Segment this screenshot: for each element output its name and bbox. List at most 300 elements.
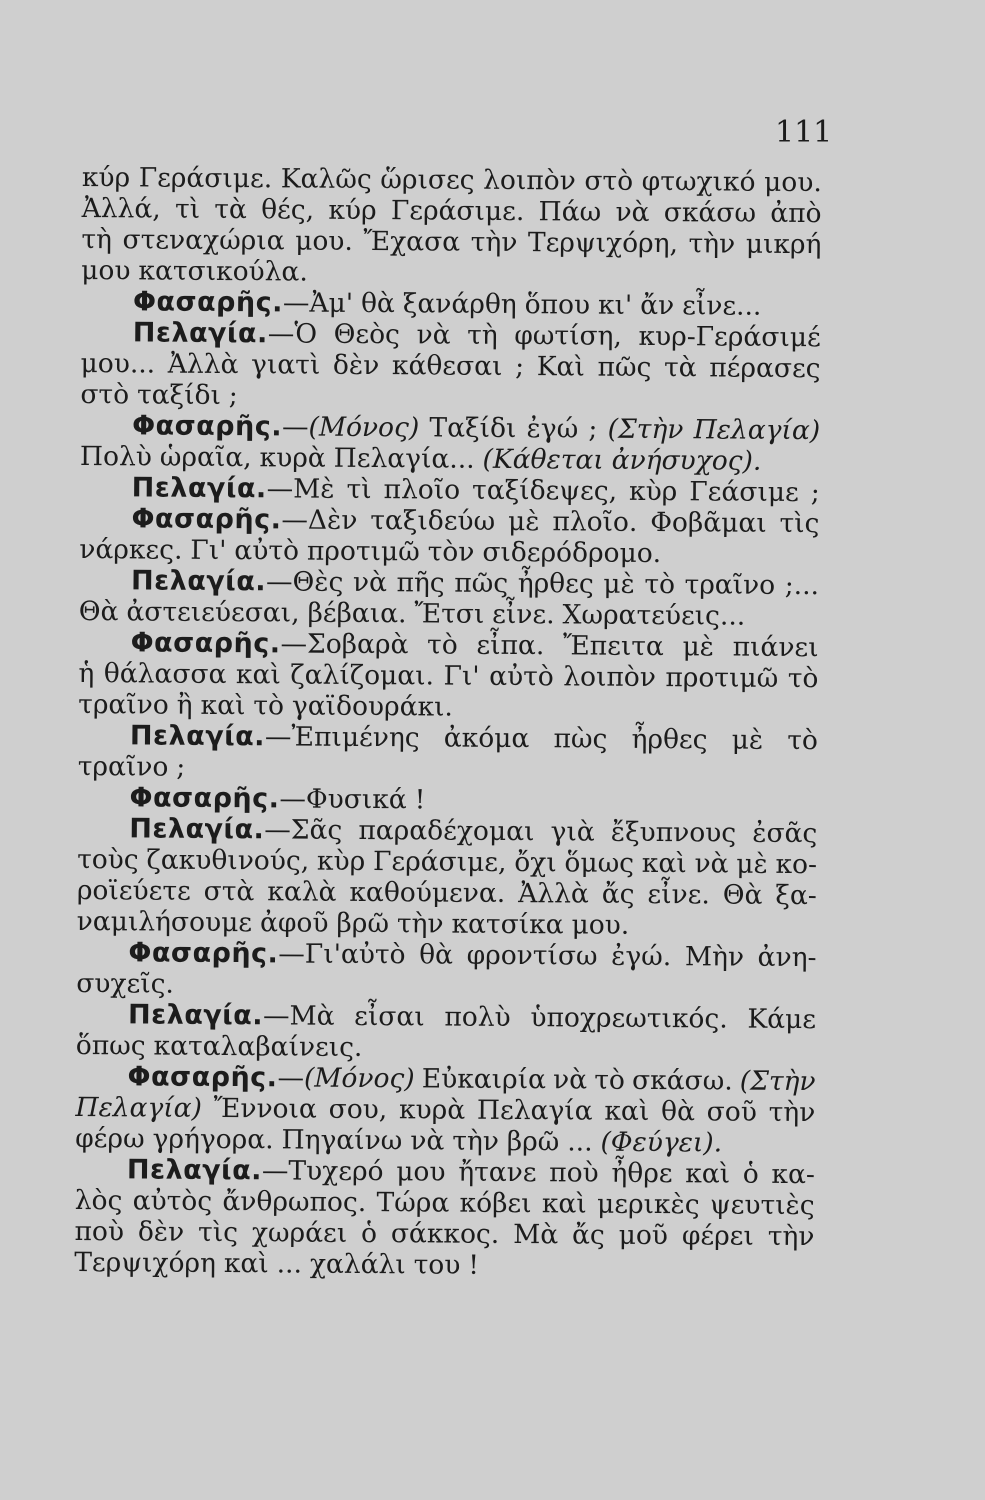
word: [572, 1219, 605, 1250]
stage-direction: (Στὴν: [739, 1065, 816, 1098]
text-fragment: ὁ: [360, 1217, 378, 1250]
text-fragment: Ταξίδι: [429, 412, 517, 445]
text-fragment: ὅπου: [524, 289, 591, 321]
word: [81, 255, 131, 286]
text-fragment: πλοῖο: [383, 474, 461, 506]
word: [127, 1154, 384, 1187]
word: [204, 876, 255, 907]
word: [415, 784, 426, 815]
text-fragment: κὺρ: [316, 845, 366, 877]
word: [396, 1156, 446, 1187]
text-fragment: προτιμῶ: [306, 535, 420, 568]
text-fragment: ποὺ: [549, 1157, 599, 1189]
text-fragment: εἶνε.: [492, 598, 555, 631]
text-fragment: θάλασσα: [103, 658, 227, 691]
word: [710, 1189, 815, 1221]
word: [363, 226, 460, 258]
word: [746, 229, 822, 261]
text-fragment: πολὺ: [444, 1001, 511, 1034]
text-fragment: ;: [810, 477, 820, 509]
word: [664, 352, 697, 383]
text-fragment: ξα-: [775, 879, 817, 912]
text-fragment: τὴν: [688, 228, 736, 260]
text-fragment: τὸν: [427, 536, 475, 568]
text-fragment: λοιπὸν: [563, 661, 657, 694]
word: [137, 379, 221, 411]
word: [78, 751, 169, 783]
word: [290, 659, 434, 691]
word: [775, 849, 817, 880]
word: [190, 535, 226, 566]
word: [76, 968, 174, 1000]
text-fragment: πέρασες: [709, 352, 821, 385]
word: [214, 194, 247, 225]
word: [528, 227, 678, 259]
word: [787, 725, 818, 756]
speaker-name: Πελαγία.: [129, 720, 266, 753]
word: [139, 162, 273, 194]
word: [542, 1188, 587, 1219]
text-fragment: αὐτὸ: [234, 535, 300, 567]
word: [416, 319, 450, 350]
text-line: [81, 255, 821, 291]
text-fragment: πῶς: [597, 351, 652, 383]
word: [349, 877, 505, 909]
word: [603, 569, 635, 600]
word: [146, 844, 309, 876]
text-fragment: προτιμῶ: [665, 662, 779, 694]
word: [429, 412, 516, 444]
text-fragment: σιδερόδρομο.: [482, 536, 662, 570]
speaker-name: Φασαρῆς.: [127, 1061, 278, 1094]
word: [281, 163, 372, 195]
text-fragment: κύρ: [328, 194, 377, 227]
word: [598, 290, 632, 321]
word: [126, 596, 299, 628]
word: [76, 1030, 146, 1061]
text-fragment: εἶνε.: [647, 878, 710, 911]
text-fragment: ὡραῖα,: [159, 441, 252, 474]
text-fragment: τοὺς: [77, 843, 139, 876]
word: [514, 320, 622, 352]
text-fragment: ψευτιὲς: [709, 1189, 815, 1222]
text-fragment: Θὰ: [78, 595, 119, 628]
text-fragment: κυρὰ: [398, 1094, 466, 1126]
text-fragment: μου.: [571, 909, 630, 941]
word: [376, 1187, 449, 1219]
word: [251, 349, 320, 380]
word: [771, 1159, 815, 1190]
text-fragment: καὶ: [200, 689, 246, 722]
word: [78, 689, 169, 721]
text-fragment: Κάμε: [747, 1003, 817, 1036]
word: [537, 351, 585, 382]
word: [685, 1158, 730, 1189]
text-line: [79, 596, 819, 632]
text-fragment: ἀπὸ: [770, 197, 822, 230]
word: [525, 289, 591, 320]
text-fragment: μὲ: [731, 724, 764, 756]
text-fragment: Ἔχασα: [363, 225, 461, 258]
text-fragment: πιάνει: [732, 631, 819, 664]
text-fragment: ἦθρε: [611, 1157, 673, 1190]
stage-direction: (Μόνος): [308, 411, 420, 444]
word: [602, 879, 635, 910]
text-fragment: κυρ-Γεράσιμέ: [638, 320, 821, 354]
text-fragment: —Σᾶς: [264, 814, 343, 846]
word: [176, 752, 185, 783]
word: [131, 565, 343, 597]
word: [526, 413, 578, 444]
text-fragment: ;...: [784, 569, 820, 602]
text-line: [78, 720, 818, 756]
word: [168, 349, 239, 380]
word: [77, 906, 253, 938]
word: [370, 505, 495, 537]
text-fragment: μου: [81, 254, 131, 287]
text-fragment: θὰ: [419, 939, 454, 971]
word: [82, 162, 130, 193]
word: [81, 224, 112, 255]
text-fragment: Γι': [190, 534, 227, 567]
word: [277, 1248, 302, 1279]
word: [79, 596, 119, 627]
word: [373, 846, 507, 878]
text-fragment: ἀκόμα: [443, 722, 530, 755]
word: [261, 194, 314, 225]
stage-direction: Πελαγία): [693, 414, 821, 447]
text-line: [78, 658, 818, 694]
word: [346, 474, 371, 505]
text-line: [78, 751, 818, 787]
word: [642, 848, 687, 879]
text-fragment: κὺρ: [628, 475, 678, 508]
word: [688, 228, 735, 259]
text-fragment: Καὶ: [536, 351, 585, 383]
word: [477, 1095, 593, 1127]
text-fragment: !: [468, 1249, 480, 1281]
word: [553, 723, 607, 754]
word: [629, 476, 677, 507]
word: [419, 939, 453, 970]
text-fragment: νὰ: [694, 848, 729, 880]
word: [597, 1189, 700, 1221]
text-line: [81, 224, 821, 260]
word: [392, 350, 503, 382]
word: [492, 599, 555, 630]
word: [122, 224, 284, 256]
text-line: [75, 1154, 815, 1190]
text-fragment: ἄνθρωπος.: [222, 1186, 367, 1219]
text-fragment: ὅμως: [564, 847, 635, 879]
text-fragment: μὲ: [507, 505, 540, 538]
text-fragment: τὸ: [644, 568, 676, 601]
text-line: [80, 379, 820, 415]
word: [234, 535, 299, 566]
text-fragment: ὁ: [742, 1158, 759, 1190]
text-fragment: Ἔτσι: [414, 598, 485, 630]
word: [562, 599, 745, 631]
word: [361, 1218, 377, 1249]
text-fragment: καὶ: [541, 1188, 587, 1220]
word: [153, 1031, 362, 1063]
text-line: [81, 317, 821, 353]
text-fragment: Ἔπειτα: [562, 630, 664, 663]
speaker-name: Φασαρῆς.: [130, 627, 281, 660]
word: [329, 1094, 388, 1125]
word: [518, 568, 594, 600]
text-line: [76, 999, 816, 1035]
text-fragment: ξανάρθη: [402, 288, 517, 321]
word: [236, 659, 281, 690]
text-fragment: χωράει: [251, 1217, 348, 1249]
word: [665, 662, 778, 694]
text-fragment: τὸ: [787, 724, 819, 757]
stage-direction: (Μόνος): [303, 1062, 415, 1095]
text-fragment: τὶ: [174, 193, 201, 225]
text-fragment: Γεράσιμε,: [372, 846, 507, 878]
word: [642, 166, 756, 198]
word: [768, 1221, 815, 1252]
text-fragment: γρήγορα.: [152, 1123, 274, 1156]
text-fragment: —Σοβαρὰ: [280, 628, 409, 661]
word: [647, 879, 710, 910]
text-fragment: νάρκες.: [79, 533, 183, 566]
word: [74, 1216, 124, 1247]
text-fragment: πῆς: [396, 567, 445, 599]
speaker-name: Φασαρῆς.: [128, 937, 279, 970]
word: [563, 661, 656, 693]
text-fragment: ἦρθες: [631, 723, 708, 756]
text-fragment: ;: [588, 413, 598, 445]
text-fragment: σου,: [328, 1093, 388, 1126]
word: [358, 815, 534, 847]
word: [104, 658, 227, 690]
word: [482, 537, 661, 569]
text-fragment: —Ὁ: [267, 318, 318, 350]
word: [471, 227, 518, 258]
word: [354, 1001, 425, 1032]
text-fragment: λοιπὸν: [483, 164, 576, 197]
word: [444, 1002, 510, 1033]
word: [743, 1159, 759, 1190]
text-fragment: του: [413, 1249, 461, 1281]
speaker-name: Πελαγία.: [131, 472, 267, 505]
text-fragment: τραῖνο: [684, 569, 776, 601]
text-fragment: καθούμενα.: [349, 876, 506, 909]
speaker-name: Φασαρῆς.: [129, 782, 280, 815]
word: [403, 288, 517, 320]
word: [747, 1004, 816, 1035]
stage-direction: Πελαγία): [75, 1091, 202, 1124]
word: [253, 690, 284, 721]
word: [518, 878, 589, 909]
text-fragment: ...: [567, 1126, 593, 1158]
word: [694, 414, 821, 446]
word: [733, 632, 819, 664]
text-fragment: χαλάλι: [309, 1248, 406, 1281]
word: [77, 875, 191, 907]
text-fragment: Ἔννοια: [213, 1092, 317, 1125]
text-line: [82, 162, 822, 198]
word: [752, 818, 817, 849]
word: [131, 627, 409, 660]
word: [650, 507, 767, 539]
word: [133, 317, 317, 349]
text-fragment: γιατὶ: [251, 349, 321, 381]
text-line: [77, 844, 817, 880]
word: [482, 444, 603, 476]
text-fragment: τὴ: [81, 223, 113, 256]
text-fragment: ὑποχρεωτικός.: [530, 1002, 728, 1035]
word: [736, 849, 768, 880]
text-line: [79, 534, 819, 570]
text-fragment: μου...: [80, 347, 156, 380]
text-line: [77, 813, 817, 849]
speaker-name: Πελαγία.: [126, 1154, 263, 1187]
word: [530, 1002, 728, 1034]
text-fragment: τὰ: [214, 193, 247, 226]
word: [80, 348, 155, 380]
text-fragment: εἶπα.: [476, 629, 545, 662]
text-fragment: μου.: [763, 166, 822, 199]
word: [310, 1249, 406, 1281]
text-fragment: —Ἀμ': [282, 287, 354, 319]
text-fragment: —Φυσικά: [279, 783, 407, 816]
text-fragment: φέρω: [75, 1122, 145, 1155]
text-fragment: Ἀλλά,: [81, 192, 161, 225]
word: [380, 164, 474, 196]
word: [513, 1219, 558, 1250]
text-fragment: τὴν: [470, 226, 518, 259]
word: [615, 197, 649, 228]
word: [133, 286, 353, 319]
text-fragment: κάθεσαι: [391, 350, 503, 382]
word: [563, 630, 664, 662]
text-fragment: Ἀλλὰ: [518, 878, 589, 910]
word: [414, 1249, 461, 1280]
word: [460, 1188, 532, 1220]
text-fragment: —Τυχερό: [261, 1155, 384, 1188]
word: [507, 1126, 560, 1157]
text-fragment: κόβει: [459, 1187, 532, 1220]
text-fragment: κι': [597, 289, 633, 321]
text-fragment: ροϊεύετε: [76, 874, 191, 907]
word: [200, 690, 245, 721]
word: [353, 567, 387, 598]
word: [811, 477, 820, 508]
text-fragment: ἀφοῦ: [259, 907, 329, 939]
text-fragment: !: [414, 784, 426, 816]
text-fragment: ζαλίζομαι.: [290, 659, 435, 692]
text-fragment: τὶς: [197, 1216, 239, 1249]
word: [224, 1248, 269, 1279]
text-fragment: τὶς: [779, 507, 820, 540]
text-fragment: κο-: [775, 848, 818, 881]
text-line: [79, 565, 819, 601]
word: [476, 630, 544, 661]
word: [515, 351, 524, 382]
text-fragment: κύρ: [81, 162, 131, 194]
word: [131, 503, 357, 536]
text-fragment: μὲ: [603, 568, 635, 600]
text-fragment: Πελαγία: [476, 1094, 593, 1127]
text-fragment: νὰ: [615, 196, 650, 228]
word: [422, 1063, 546, 1095]
text-fragment: φτωχικό: [641, 165, 756, 198]
word: [758, 942, 817, 973]
text-line: [80, 410, 820, 446]
word: [597, 352, 651, 383]
text-fragment: τὸ: [427, 629, 458, 661]
word: [80, 441, 152, 473]
text-line: [75, 1092, 815, 1128]
text-fragment: Πάω: [538, 196, 602, 228]
word: [467, 940, 598, 972]
word: [138, 1216, 185, 1247]
text-fragment: κατσίκα: [451, 908, 564, 941]
text-fragment: σκάσω: [663, 197, 757, 229]
text-fragment: ἤτανε: [458, 1156, 537, 1189]
text-fragment: σκάσω.: [631, 1064, 733, 1097]
word: [640, 290, 674, 321]
word: [612, 445, 762, 477]
word: [129, 782, 406, 815]
speaker-name: Φασαρῆς.: [132, 286, 284, 319]
text-fragment: καὶ: [235, 659, 281, 691]
word: [594, 1065, 625, 1096]
text-fragment: καὶ: [604, 1095, 650, 1127]
word: [732, 725, 764, 756]
text-fragment: Πελαγία...: [333, 442, 475, 475]
text-fragment: ἦρθες: [517, 568, 594, 600]
text-fragment: ...: [276, 1248, 303, 1280]
dialogue-text: [74, 162, 822, 1283]
word: [684, 569, 775, 601]
word: [785, 570, 819, 601]
word: [611, 941, 671, 972]
word: [454, 568, 508, 599]
text-fragment: βρῶ: [336, 907, 390, 940]
word: [472, 475, 617, 507]
word: [549, 1157, 599, 1188]
text-fragment: τραῖνο: [77, 750, 169, 783]
text-fragment: γιὰ: [550, 816, 595, 848]
word: [397, 908, 444, 939]
text-fragment: ὅπως: [75, 1029, 146, 1062]
word: [160, 442, 252, 474]
text-fragment: εἶσαι: [354, 1000, 425, 1033]
word: [138, 255, 308, 287]
text-fragment: Θὰ: [722, 879, 763, 911]
text-fragment: τὸ: [594, 1064, 626, 1096]
text-line: [77, 782, 817, 818]
text-fragment: Γεάσιμε: [689, 476, 799, 509]
word: [467, 320, 498, 351]
text-fragment: μικρή: [745, 228, 822, 261]
text-fragment: κυρὰ: [259, 442, 326, 474]
word: [514, 847, 557, 878]
word: [468, 1250, 479, 1281]
text-fragment: καλὰ: [267, 876, 337, 908]
text-fragment: Πηγαίνω: [281, 1124, 403, 1157]
text-fragment: Μὰ: [513, 1219, 559, 1251]
text-line: [80, 472, 820, 508]
text-fragment: πῶς: [454, 567, 509, 599]
text-fragment: σοῦ: [706, 1096, 758, 1128]
word: [295, 225, 353, 256]
text-line: [77, 875, 817, 911]
